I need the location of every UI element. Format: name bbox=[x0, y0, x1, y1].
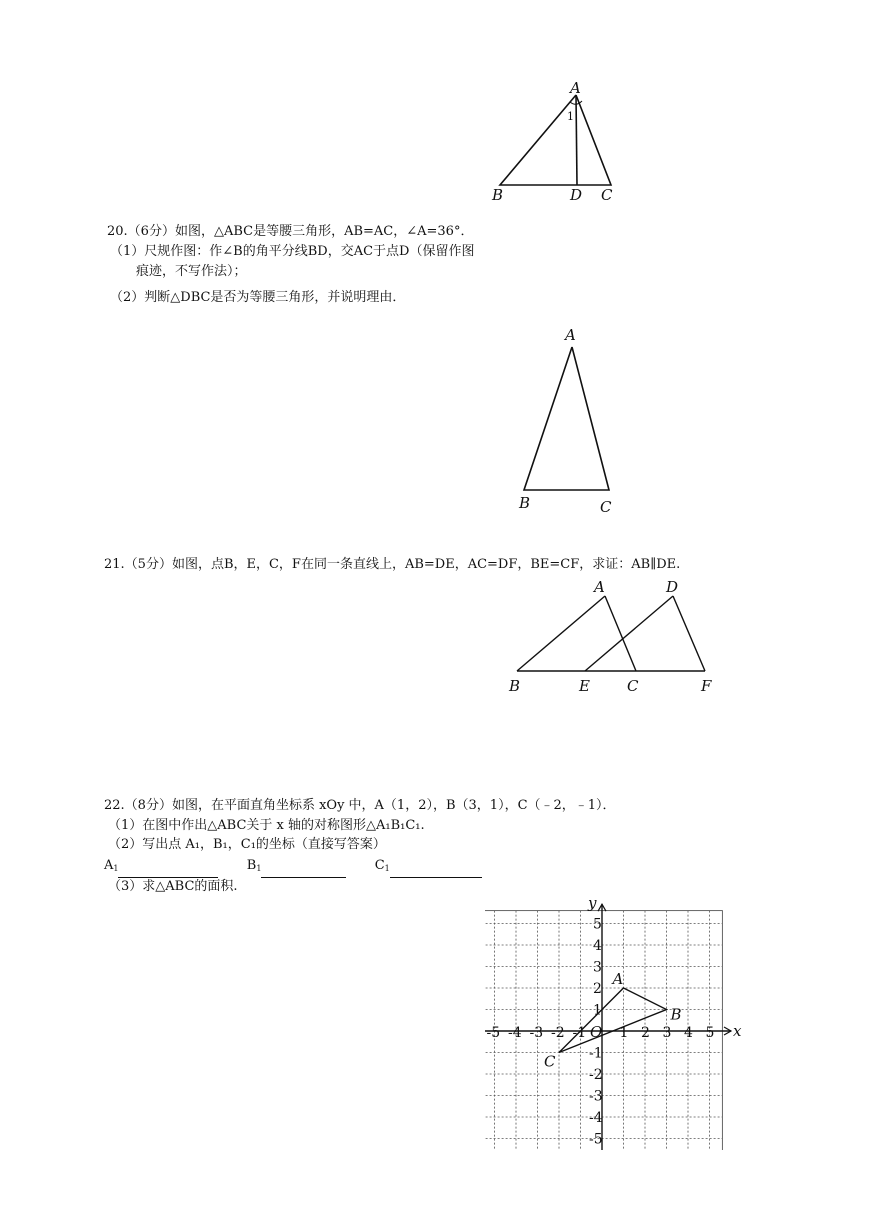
q22-part1: （1）在图中作出△ABC关于 x 轴的对称图形△A₁B₁C₁. bbox=[108, 818, 425, 833]
q19-label-D: D bbox=[570, 186, 583, 204]
q19-label-B: B bbox=[492, 186, 504, 204]
q20-label-A: A bbox=[565, 326, 576, 344]
blank-label-B1: $B_1$ bbox=[246, 858, 262, 873]
x-tick-label: -5 bbox=[486, 1025, 501, 1041]
q21-label-D: D bbox=[666, 578, 679, 596]
answer-blank-A1[interactable] bbox=[118, 863, 218, 878]
q22-stem: 22.（8分）如图，在平面直角坐标系 xOy 中，A（1，2），B（3，1），C（﹣2，﹣1）． bbox=[104, 798, 616, 813]
x-tick-label: -4 bbox=[508, 1025, 522, 1041]
q19-label-C: C bbox=[601, 186, 613, 204]
q21-stem: 21.（5分）如图，点B，E，C，F在同一条直线上，AB=DE，AC=DF，BE=CF，求证：AB∥DE. bbox=[104, 557, 681, 572]
x-tick-label: 4 bbox=[684, 1025, 693, 1041]
x-tick-label: 3 bbox=[662, 1025, 672, 1041]
q20-part1-line2: 痕迹，不写作法）； bbox=[136, 264, 247, 279]
q22-answer-blanks bbox=[104, 857, 482, 878]
q21-label-A: A bbox=[594, 578, 605, 596]
x-axis-label: x bbox=[733, 1022, 742, 1040]
triangle-ABC bbox=[559, 988, 667, 1053]
y-tick-label: 5 bbox=[593, 916, 602, 933]
y-tick-label: 3 bbox=[593, 959, 602, 976]
y-axis-label: y bbox=[588, 894, 597, 913]
q19-label-angle-1: 1 bbox=[567, 110, 574, 123]
q22-coordinate-grid bbox=[485, 888, 745, 1150]
answer-blank-B1[interactable] bbox=[261, 863, 346, 878]
q19-triangle-figure bbox=[488, 80, 618, 206]
q19-label-A: A bbox=[570, 80, 581, 97]
q21-label-C: C bbox=[627, 677, 639, 695]
point-label-A: A bbox=[612, 970, 624, 988]
y-tick-label: -5 bbox=[589, 1131, 603, 1148]
y-tick-label: -1 bbox=[589, 1045, 603, 1062]
point-label-B: B bbox=[670, 1005, 682, 1024]
point-label-C: C bbox=[544, 1052, 556, 1071]
q20-label-C: C bbox=[600, 498, 612, 516]
y-tick-label: -2 bbox=[589, 1067, 603, 1083]
q20-isosceles-triangle-figure bbox=[510, 316, 620, 520]
x-tick-label: 5 bbox=[705, 1025, 715, 1041]
q21-label-B: B bbox=[509, 677, 521, 695]
x-tick-label: -3 bbox=[529, 1025, 544, 1041]
origin-label: O bbox=[590, 1023, 603, 1041]
y-tick-label: -4 bbox=[589, 1110, 603, 1126]
q20-stem: 20.（6分）如图，△ABC是等腰三角形，AB=AC，∠A=36°． bbox=[107, 224, 474, 239]
q22-part2: （2）写出点 A₁，B₁，C₁的坐标（直接写答案） bbox=[108, 837, 386, 852]
y-tick-label: -3 bbox=[589, 1088, 603, 1105]
q21-label-E: E bbox=[579, 677, 590, 695]
x-tick-label: 2 bbox=[641, 1025, 650, 1041]
q20-part1-line1: （1）尺规作图：作∠B的角平分线BD，交AC于点D（保留作图 bbox=[110, 244, 475, 259]
q22-part3: （3）求△ABC的面积. bbox=[108, 879, 238, 894]
x-tick-label: 1 bbox=[619, 1025, 629, 1041]
x-tick-label: -1 bbox=[572, 1025, 587, 1041]
answer-blank-C1[interactable] bbox=[390, 863, 482, 878]
y-tick-label: 4 bbox=[593, 938, 602, 954]
q20-part2: （2）判断△DBC是否为等腰三角形，并说明理由． bbox=[110, 290, 406, 305]
blank-label-A1: $A_1$ bbox=[104, 858, 119, 873]
y-tick-label: 2 bbox=[593, 981, 602, 997]
blank-label-C1: $C_1$ bbox=[374, 858, 390, 873]
q21-two-triangles-figure bbox=[500, 574, 725, 698]
q21-label-F: F bbox=[701, 677, 712, 695]
q20-label-B: B bbox=[519, 494, 531, 512]
y-tick-label: 1 bbox=[593, 1002, 602, 1019]
x-tick-label: -2 bbox=[551, 1025, 565, 1041]
